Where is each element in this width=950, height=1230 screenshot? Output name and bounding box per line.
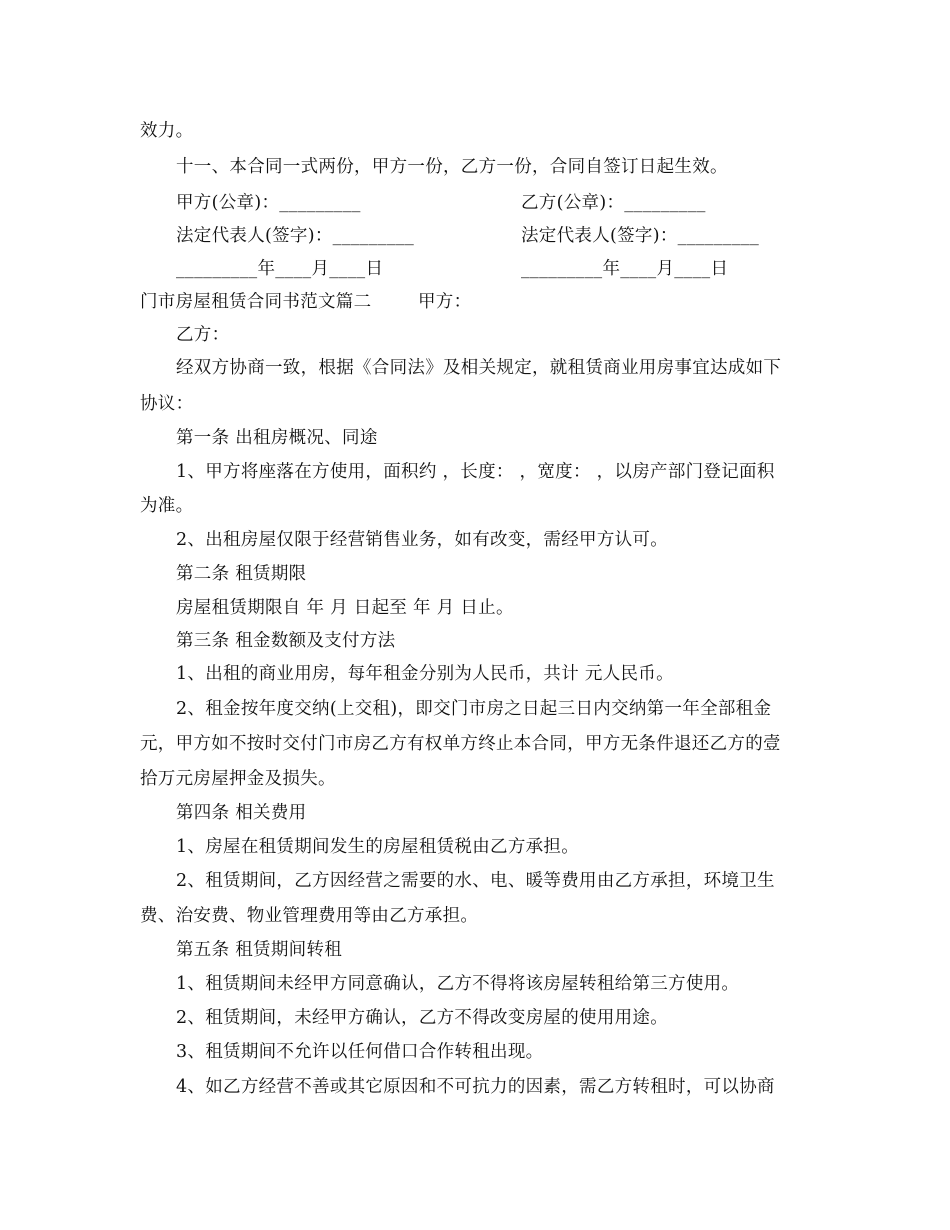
paragraph-line: 3、租赁期间不允许以任何借口合作转租出现。 (176, 1042, 544, 1062)
party-b-seal: 乙方(公章)：_________ (521, 193, 706, 213)
paragraph-line: 效力。 (140, 121, 194, 141)
paragraph-line: 4、如乙方经营不善或其它原因和不可抗力的因素，需乙方转租时，可以协商 (176, 1077, 775, 1097)
paragraph-line: 2、租赁期间，未经甲方确认，乙方不得改变房屋的使用用途。 (176, 1008, 669, 1028)
paragraph-line: 2、租赁期间，乙方因经营之需要的水、电、暖等费用由乙方承担，环境卫生 (176, 871, 775, 891)
paragraph-line: 房屋租赁期限自 年 月 日起至 年 月 日止。 (176, 598, 514, 618)
section-title: 门市房屋租赁合同书范文篇二 (140, 292, 372, 312)
paragraph-line: 1、出租的商业用房，每年租金分别为人民币，共计 元人民币。 (176, 664, 674, 684)
intro-line: 经双方协商一致，根据《合同法》及相关规定，就租赁商业用房事宜达成如下 (176, 358, 782, 378)
paragraph-line: 为准。 (140, 496, 194, 516)
party-a-representative: 法定代表人(签字)：_________ (176, 226, 415, 246)
paragraph-line: 1、甲方将座落在方使用，面积约 ，长度： ，宽度： ，以房产部门登记面积 (176, 462, 775, 482)
article-heading: 第二条 租赁期限 (176, 564, 307, 584)
party-b-date: _________年____月____日 (521, 259, 729, 279)
article-heading: 第一条 出租房概况、同途 (176, 428, 378, 448)
party-a-date: _________年____月____日 (176, 259, 384, 279)
clause-eleven: 十一、本合同一式两份，甲方一份，乙方一份，合同自签订日起生效。 (176, 157, 728, 177)
party-b-label: 乙方： (176, 325, 230, 345)
paragraph-line: 拾万元房屋押金及损失。 (140, 769, 336, 789)
party-a-label: 甲方： (418, 292, 472, 312)
paragraph-line: 1、房屋在租赁期间发生的房屋租赁税由乙方承担。 (176, 837, 580, 857)
paragraph-line: 元，甲方如不按时交付门市房乙方有权单方终止本合同，甲方无条件退还乙方的壹 (140, 734, 781, 754)
article-heading: 第五条 租赁期间转租 (176, 940, 343, 960)
paragraph-line: 费、治安费、物业管理费用等由乙方承担。 (140, 906, 479, 926)
paragraph-line: 2、出租房屋仅限于经营销售业务，如有改变，需经甲方认可。 (176, 530, 669, 550)
party-a-seal: 甲方(公章)：_________ (176, 193, 361, 213)
article-heading: 第四条 相关费用 (176, 803, 307, 823)
party-b-representative: 法定代表人(签字)：_________ (521, 226, 760, 246)
article-heading: 第三条 租金数额及支付方法 (176, 631, 396, 651)
paragraph-line: 1、租赁期间未经甲方同意确认，乙方不得将该房屋转租给第三方使用。 (176, 974, 740, 994)
intro-line: 协议： (140, 394, 194, 414)
paragraph-line: 2、租金按年度交纳(上交租)，即交门市房之日起三日内交纳第一年全部租金 (176, 699, 772, 719)
